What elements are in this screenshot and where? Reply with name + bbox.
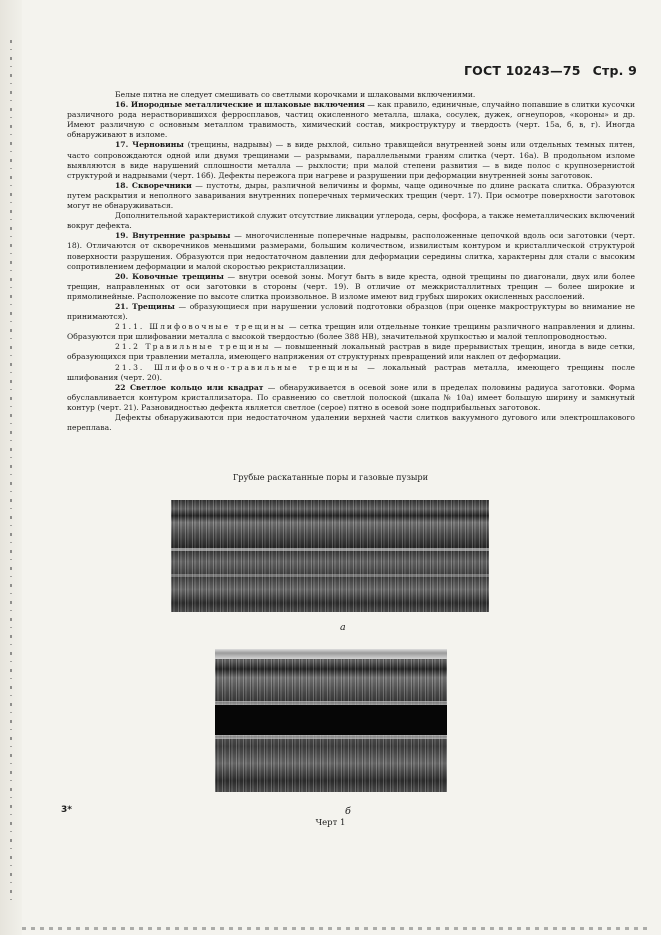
definition-etching-cracks: — повышенный локальный растрав в виде прерывистых трещин, иногда в виде сетки, образующихся при травлении металла, имеющего напряжения от структурных превращений или наклеп от деформации. — [67, 342, 635, 362]
scan-binding-edge — [0, 0, 22, 935]
page-header — [464, 63, 637, 78]
definition-internal-tears: — многочисленные поперечные надрывы, расположенные цепочкой вдоль оси заготовки (черт. 18). Отличаются от скворечников меньшими размерами, большим количеством, извилистым контуром и кристаллической структурой поверхности разрушения. Образуются при недостаточном давлении для деформации середины слитка, характерны для стали с высоким сопротивлением деформации и малой скоростью рекристаллизации. — [67, 231, 635, 271]
term-skvorechniki: 18. Скворечники — [115, 180, 192, 190]
paragraph-21-1 — [67, 322, 635, 342]
body-text — [67, 90, 635, 433]
definition-foreign-inclusions: — как правило, единичные, случайно попавшие в слитки кусочки различного рода нерастворившихся ферросплавов, частиц окисленного металла, шлака, сосулек, дужек, огнеупоров, «короны» и др. Имеют различную с основным металлом травимость, химический состав, микроструктуру и твердость (черт. 15а, б, в, г). Иногда обнаруживают в изломе. — [67, 100, 635, 140]
paragraph-18 — [67, 181, 635, 211]
figure-label-a: а — [340, 622, 346, 633]
term-cracks: 21. Трещины — [115, 301, 175, 311]
scan-bottom-edge — [22, 927, 647, 930]
term-grinding-cracks: 21.1. Шлифовочные трещины — [115, 322, 286, 332]
paragraph-22 — [67, 383, 635, 413]
paragraph-19 — [67, 231, 635, 271]
paragraph-21 — [67, 302, 635, 322]
term-chernoviny: 17. Черновины — [115, 140, 184, 150]
definition-grinding-etching-cracks: — локальный растрав металла, имеющего трещины после шлифования (черт. 20). — [67, 362, 635, 382]
paragraph-defects-detected: Дефекты обнаруживаются при недостаточном удалении верхней части слитков вакуумного дугового или электрошлакового переплава. — [67, 413, 635, 433]
term-internal-tears: 19. Внутренние разрывы — [115, 231, 231, 241]
paragraph-17 — [67, 140, 635, 180]
term-etching-cracks: 21.2 Травильные трещины — [115, 342, 271, 352]
signature-mark: 3* — [61, 805, 72, 815]
figure-photo-b — [215, 649, 447, 792]
paragraph-20 — [67, 272, 635, 302]
term-grinding-etching-cracks: 21.3. Шлифовочно-травильные трещины — [115, 362, 360, 372]
figure-photo-a — [171, 500, 489, 612]
figure-title: Грубые раскатанные поры и газовые пузыри — [232, 472, 429, 482]
figure-number: Черт 1 — [315, 818, 346, 828]
page-number: Стр. 9 — [592, 63, 637, 78]
paragraph-white-spots: Белые пятна не следует смешивать со светлыми корочками и шлаковыми включениями. — [115, 90, 476, 99]
photo-a-light-streak — [171, 548, 489, 551]
term-light-ring: 22 Светлое кольцо или квадрат — [115, 382, 264, 392]
photo-a-light-streak — [171, 574, 489, 577]
standard-number: ГОСТ 10243—75 — [463, 63, 581, 78]
definition-light-ring: — обнаруживается в осевой зоне или в пределах половины радиуса заготовки. Форма обуславливается контуром кристаллизатора. По сравнению со светлой полоской (шкала № 10а) имеет большую ширину и замкнутый контур (черт. 21). Разновидностью дефекта является светлое (серое) пятно в осевой зоне подприбыльных заготовок. — [67, 382, 635, 412]
paragraph-21-3 — [67, 363, 635, 383]
term-foreign-inclusions: 16. Инородные металлические и шлаковые включения — [115, 100, 365, 110]
photo-b-border-line — [215, 701, 447, 705]
definition-cracks: — образующиеся при нарушении условий подготовки образцов (при оценке макроструктуры во внимание не принимаются). — [67, 301, 635, 322]
figure-label-b: б — [345, 806, 351, 817]
photo-b-border-line — [215, 735, 447, 739]
paragraph-16 — [67, 100, 635, 140]
definition-chernoviny: (трещины, надрывы) — в виде рыхлой, сильно травящейся внутренней зоны или отдельных темных пятен, часто сопровождаются одной или двумя трещинами — разрывами, параллельными граням слитка (черт. 16а). В продольном изломе выявляются в виде нарушений сплошности металла — рыхлости; при малой степени развития — в виде полос с крупнозернистой структурой и надрывами (черт. 16б). Дефекты пережога при нагреве и разрушении при деформации внутренней зоны заготовок. — [67, 140, 635, 180]
definition-skvorechniki: — пустоты, дыры, различной величины и формы, чаще одиночные по длине раската слитка. Образуются путем раскрытия и неполного заваривания внутренних поперечных термических трещин (черт. 17). При осмотре поверхности заготовок могут не обнаруживаться. — [67, 180, 635, 211]
definition-forging-cracks: — внутри осевой зоны. Могут быть в виде креста, одной трещины по диагонали, двух или более трещин, направленных от оси заготовки в стороны (черт. 19). В отличие от межкристаллитных трещин — более широкие и прямолинейные. Расположение по высоте слитка произвольное. В изломе имеют вид грубых широких окисленных расслоений. — [67, 271, 635, 301]
photo-b-top-edge — [215, 649, 447, 659]
paragraph-21-2 — [67, 342, 635, 362]
paragraph-additional: Дополнительной характеристикой служит отсутствие ликвации углерода, серы, фосфора, а также неметаллических включений вокруг дефекта. — [67, 211, 635, 231]
term-forging-cracks: 20. Ковочные трещины — [115, 271, 224, 281]
photo-b-dark-band — [215, 705, 447, 735]
definition-grinding-cracks: — сетка трещин или отдельные тонкие трещины различного направления и длины. Образуются при шлифовании металла с высокой твердостью (более 388 НВ), значительной хрупкостью и малой теплопроводностью. — [67, 322, 635, 342]
